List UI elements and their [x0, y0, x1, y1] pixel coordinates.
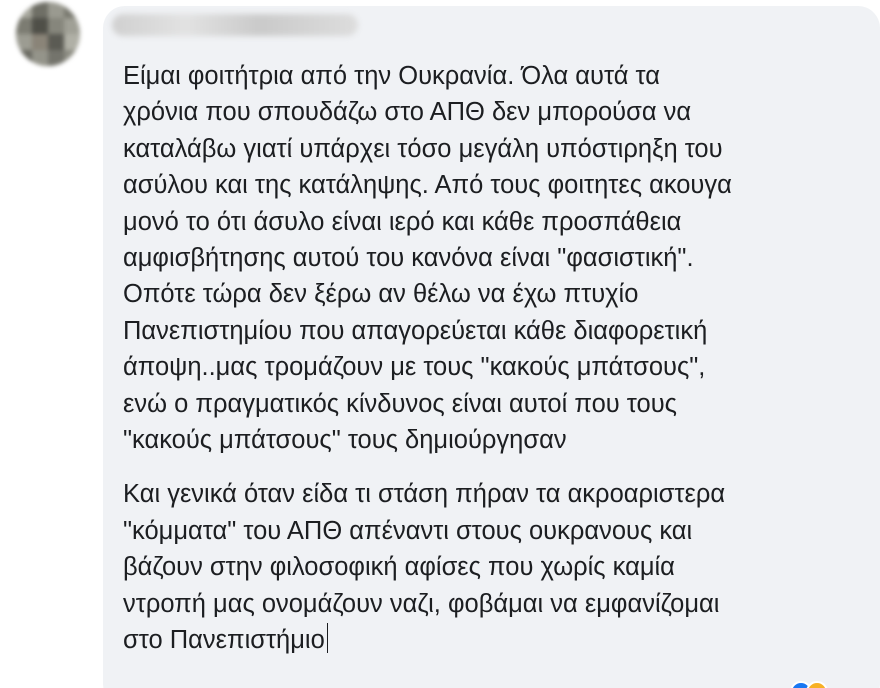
avatar[interactable]	[16, 2, 80, 66]
text-cursor	[327, 623, 328, 653]
comment-paragraph	[123, 476, 871, 658]
haha-icon	[806, 681, 828, 688]
comment-text	[123, 58, 871, 659]
author-name[interactable]	[112, 14, 358, 36]
reaction-summary[interactable]	[790, 681, 850, 688]
comment-paragraph-text: Και γενικά όταν είδα τι στάση πήραν τα ακροαριστερα "κόμματα" του ΑΠΘ απέναντι στους ουκρανους και βάζουν στην φιλοσοφική αφίσες που χωρίς καμία ντροπή μας ονομάζουν ναζι, φοβάμαι να εμφανίζομαι στο Πανεπιστήμιο	[123, 480, 726, 655]
comment-paragraph: Είμαι φοιτήτρια από την Ουκρανία. Όλα αυτά τα χρόνια που σπουδάζω στο ΑΠΘ δεν μπορούσα να καταλάβω γιατί υπάρχει τόσο μεγάλη υπόστιρηξη του ασύλου και της κατάληψης. Από τους φοιτητες ακουγα μονό το ότι άσυλο είναι ιερό και κάθε προσπάθεια αμφισβήτησης αυτού του κανόνα είναι "φασιστική". Οπότε τώρα δεν ξέρω αν θέλω να έχω πτυχίο Πανεπιστημίου που απαγορεύεται κάθε διαφορετική άποψη..μας τρομάζουν με τους "κακούς μπάτσους", ενώ ο πραγματικός κίνδυνος είναι αυτοί που τους "κακούς μπάτσους" τους δημιούργησαν	[123, 62, 732, 455]
